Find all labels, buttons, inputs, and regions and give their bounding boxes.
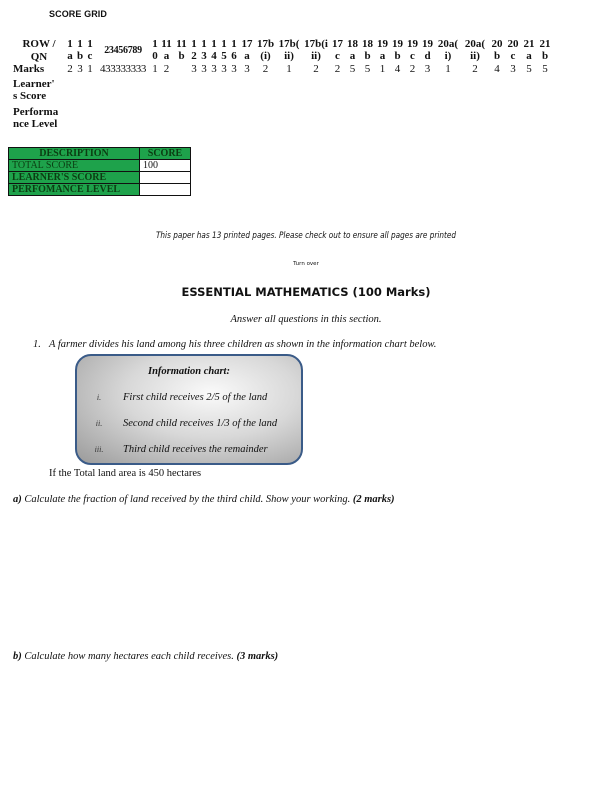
learner-score-value[interactable] <box>140 172 191 184</box>
info-chart-title: Information chart: <box>148 366 230 377</box>
qn-top: 19 <box>392 38 403 50</box>
qn-cell <box>239 38 255 63</box>
qn-bottom: b <box>76 50 84 62</box>
learner-score-row <box>9 172 191 184</box>
qn-cell <box>302 38 330 63</box>
qn-bottom: c <box>510 50 516 62</box>
qn-top: 1 <box>87 38 93 50</box>
qn-bottom: 4 <box>211 50 217 62</box>
learner-score-row <box>13 76 553 103</box>
score-grid-table <box>13 38 553 131</box>
learner-score-cells[interactable] <box>65 76 553 103</box>
mark-value: 3 <box>510 63 516 75</box>
marks-row <box>13 63 553 76</box>
mark-value: 5 <box>542 63 548 75</box>
qn-bottom: i) <box>444 50 452 62</box>
qn-cell <box>537 38 553 63</box>
qn-cell <box>199 38 209 63</box>
mark-value: 1 <box>286 63 292 75</box>
mark-value: 3 <box>424 63 431 75</box>
mark-value: 3 <box>221 63 227 75</box>
qn-cell <box>420 38 435 63</box>
qn-bottom: (i) <box>260 50 271 62</box>
total-land-statement: If the Total land area is 450 hectares <box>49 468 202 479</box>
row-label-top: ROW / <box>22 38 56 50</box>
qn-bottom: a <box>379 50 386 62</box>
learner-score-label: LEARNER'S SCORE <box>9 172 140 184</box>
qn-bottom: ii) <box>284 50 294 62</box>
qn-top: 1 <box>201 38 207 50</box>
qn-cell <box>255 38 276 63</box>
qn-cell <box>345 38 360 63</box>
qn-cell <box>276 38 302 63</box>
mark-value: 4 <box>494 63 500 75</box>
qn-cell <box>360 38 375 63</box>
mark-value: 2 <box>409 63 416 75</box>
mark-value: 3 <box>231 63 237 75</box>
qn-cell <box>85 38 95 63</box>
performance-level-cells[interactable] <box>65 103 553 131</box>
qn-top: 17 <box>241 38 253 50</box>
row-label-bottom: QN <box>30 50 48 63</box>
part-a-text: Calculate the fraction of land received by the third child. Show your working. <box>21 494 353 505</box>
page-count-note: This paper has 13 printed pages. Please check out to ensure all pages are printed <box>155 231 457 241</box>
qn-top: 20 <box>491 38 503 50</box>
qn-bottom: b <box>178 50 185 62</box>
qn-bottom: 2 <box>191 50 197 62</box>
score-grid-header-row <box>13 38 553 63</box>
mark-value: 2 <box>67 63 73 75</box>
part-a-label: a) <box>13 494 22 505</box>
info-item-text: Third child receives the remainder <box>123 444 268 455</box>
qn-cell <box>521 38 537 63</box>
information-chart <box>75 354 303 465</box>
total-score-row <box>9 160 191 172</box>
section-instruction: Answer all questions in this section. <box>230 314 382 325</box>
qn-bottom: a <box>349 50 356 62</box>
qn-bottom: 3 <box>201 50 207 62</box>
performance-level-label <box>13 103 65 131</box>
qn-bottom: a <box>163 50 170 62</box>
mark-value: 1 <box>152 63 158 75</box>
qn-cell <box>461 38 489 63</box>
qn-top: 19 <box>377 38 388 50</box>
info-item-text: First child receives 2/5 of the land <box>123 392 268 403</box>
desc-header-row <box>9 148 191 160</box>
qn-cell <box>174 38 189 63</box>
score-header: SCORE <box>140 148 191 160</box>
qn-top: 1 <box>211 38 217 50</box>
qn-bottom: ii) <box>470 50 480 62</box>
qn-top: 20a( <box>437 38 459 50</box>
qn-bottom: a <box>67 50 73 62</box>
mark-value: 2 <box>472 63 478 75</box>
total-score-value: 100 <box>140 160 191 172</box>
qn-cell <box>229 38 239 63</box>
qn-top: 1 <box>191 38 197 50</box>
qn-top: 18 <box>347 38 358 50</box>
mark-value: 3 <box>244 63 250 75</box>
question-1a <box>13 494 395 505</box>
qn-cell <box>219 38 229 63</box>
qn-cell <box>390 38 405 63</box>
mark-value: 1 <box>379 63 386 75</box>
qn-top: 17b( <box>278 38 300 50</box>
turn-over-note: Turn over <box>293 261 319 267</box>
qn-cell <box>159 38 174 63</box>
mark-value: 3 <box>211 63 217 75</box>
qn-top: 21 <box>539 38 551 50</box>
info-item-text: Second child receives 1/3 of the land <box>123 418 278 429</box>
question-1 <box>33 339 436 350</box>
learner-label-line1: Learner' <box>13 77 55 90</box>
qn-bottom: d <box>424 50 431 62</box>
qn-top: 21 <box>523 38 535 50</box>
qn-cell <box>505 38 521 63</box>
description-header: DESCRIPTION <box>9 148 140 160</box>
qn-top: 17 <box>332 38 343 50</box>
qn-top: 1 <box>231 38 237 50</box>
total-score-label: TOTAL SCORE <box>9 160 140 172</box>
roman-numeral: i. <box>96 393 102 402</box>
learner-label-line2: s Score <box>13 90 47 102</box>
mark-value: 3 <box>191 63 197 75</box>
qn-cell <box>209 38 219 63</box>
mark-value: 1 <box>445 63 451 75</box>
part-a-marks: (2 marks) <box>352 494 395 505</box>
mark-value: 2 <box>313 63 319 75</box>
mark-value: 2 <box>163 63 170 75</box>
qn-cell <box>95 38 151 63</box>
mark-value: 3 <box>77 63 83 75</box>
qn-cell <box>375 38 390 63</box>
qn-bottom: b <box>541 50 549 62</box>
qn-top: 17b(i <box>304 38 328 50</box>
qn-top: 11 <box>161 38 172 50</box>
page-title: ESSENTIAL MATHEMATICS (100 Marks) <box>181 285 431 299</box>
mark-value: 5 <box>526 63 532 75</box>
performance-label-line2: nce Level <box>13 118 58 130</box>
qn-bottom: b <box>364 50 371 62</box>
roman-numeral: ii. <box>95 419 103 428</box>
qn-bottom: c <box>410 50 415 62</box>
qn-top: 17b <box>256 38 275 50</box>
question-number: 1. <box>33 339 41 350</box>
question-1b <box>13 651 278 662</box>
mark-value: 1 <box>87 63 93 75</box>
question-text: A farmer divides his land among his three children as shown in the information chart below. <box>49 339 437 350</box>
mark-value <box>174 63 189 76</box>
performance-label-line1: Performa <box>13 105 59 118</box>
part-b-text: Calculate how many hectares each child receives. <box>21 651 237 662</box>
qn-bottom: 6 <box>231 50 237 62</box>
score-grid-title: SCORE GRID <box>49 9 108 19</box>
qn-top: 20 <box>507 38 519 50</box>
qn-cell <box>151 38 159 63</box>
mark-value: 3 <box>201 63 207 75</box>
qn-cell <box>489 38 505 63</box>
qn-bottom: c <box>335 50 340 62</box>
performance-level-row <box>9 184 191 196</box>
qn-bottom: a <box>526 50 532 62</box>
qn-bottom: 5 <box>221 50 227 62</box>
qn-bottom: b <box>394 50 401 62</box>
qn-top: 1 <box>67 38 73 50</box>
qn-cell <box>330 38 345 63</box>
learner-score-label <box>13 76 65 103</box>
part-b-marks: (3 marks) <box>236 651 279 662</box>
description-score-table <box>8 147 191 196</box>
mark-value: 433333333 <box>100 63 146 75</box>
qn-bottom: ii) <box>311 50 321 62</box>
roman-numeral: iii. <box>94 445 104 454</box>
qn-top: 1 <box>221 38 227 50</box>
mark-value: 2 <box>334 63 341 75</box>
row-qn-label <box>13 38 65 63</box>
qn-top: 18 <box>362 38 373 50</box>
qn-top: 20a( <box>464 38 486 50</box>
qn-cell <box>405 38 420 63</box>
performance-level-label: PERFOMANCE LEVEL <box>9 184 140 196</box>
qn-bottom: 0 <box>152 50 158 62</box>
marks-label: Marks <box>13 63 45 75</box>
qn-top: 1 <box>152 38 158 50</box>
qn-bottom: c <box>87 50 93 62</box>
qn-cell <box>75 38 85 63</box>
performance-level-row <box>13 103 553 131</box>
qn-top: 1 <box>77 38 83 50</box>
qn-top: 19 <box>407 38 418 50</box>
qn-cell <box>65 38 75 63</box>
qn-cell <box>435 38 461 63</box>
qn-top: 11 <box>176 38 187 50</box>
qn-bottom: b <box>493 50 501 62</box>
mark-value: 5 <box>364 63 371 75</box>
qn-cell <box>189 38 199 63</box>
mark-value: 5 <box>349 63 356 75</box>
qn-bottom: a <box>244 50 250 62</box>
mark-value: 4 <box>394 63 401 75</box>
qn-top: 19 <box>422 38 433 50</box>
qn-top: 23456789 <box>104 44 142 56</box>
part-b-label: b) <box>13 651 22 662</box>
performance-level-value[interactable] <box>140 184 191 196</box>
mark-value: 2 <box>262 63 269 75</box>
